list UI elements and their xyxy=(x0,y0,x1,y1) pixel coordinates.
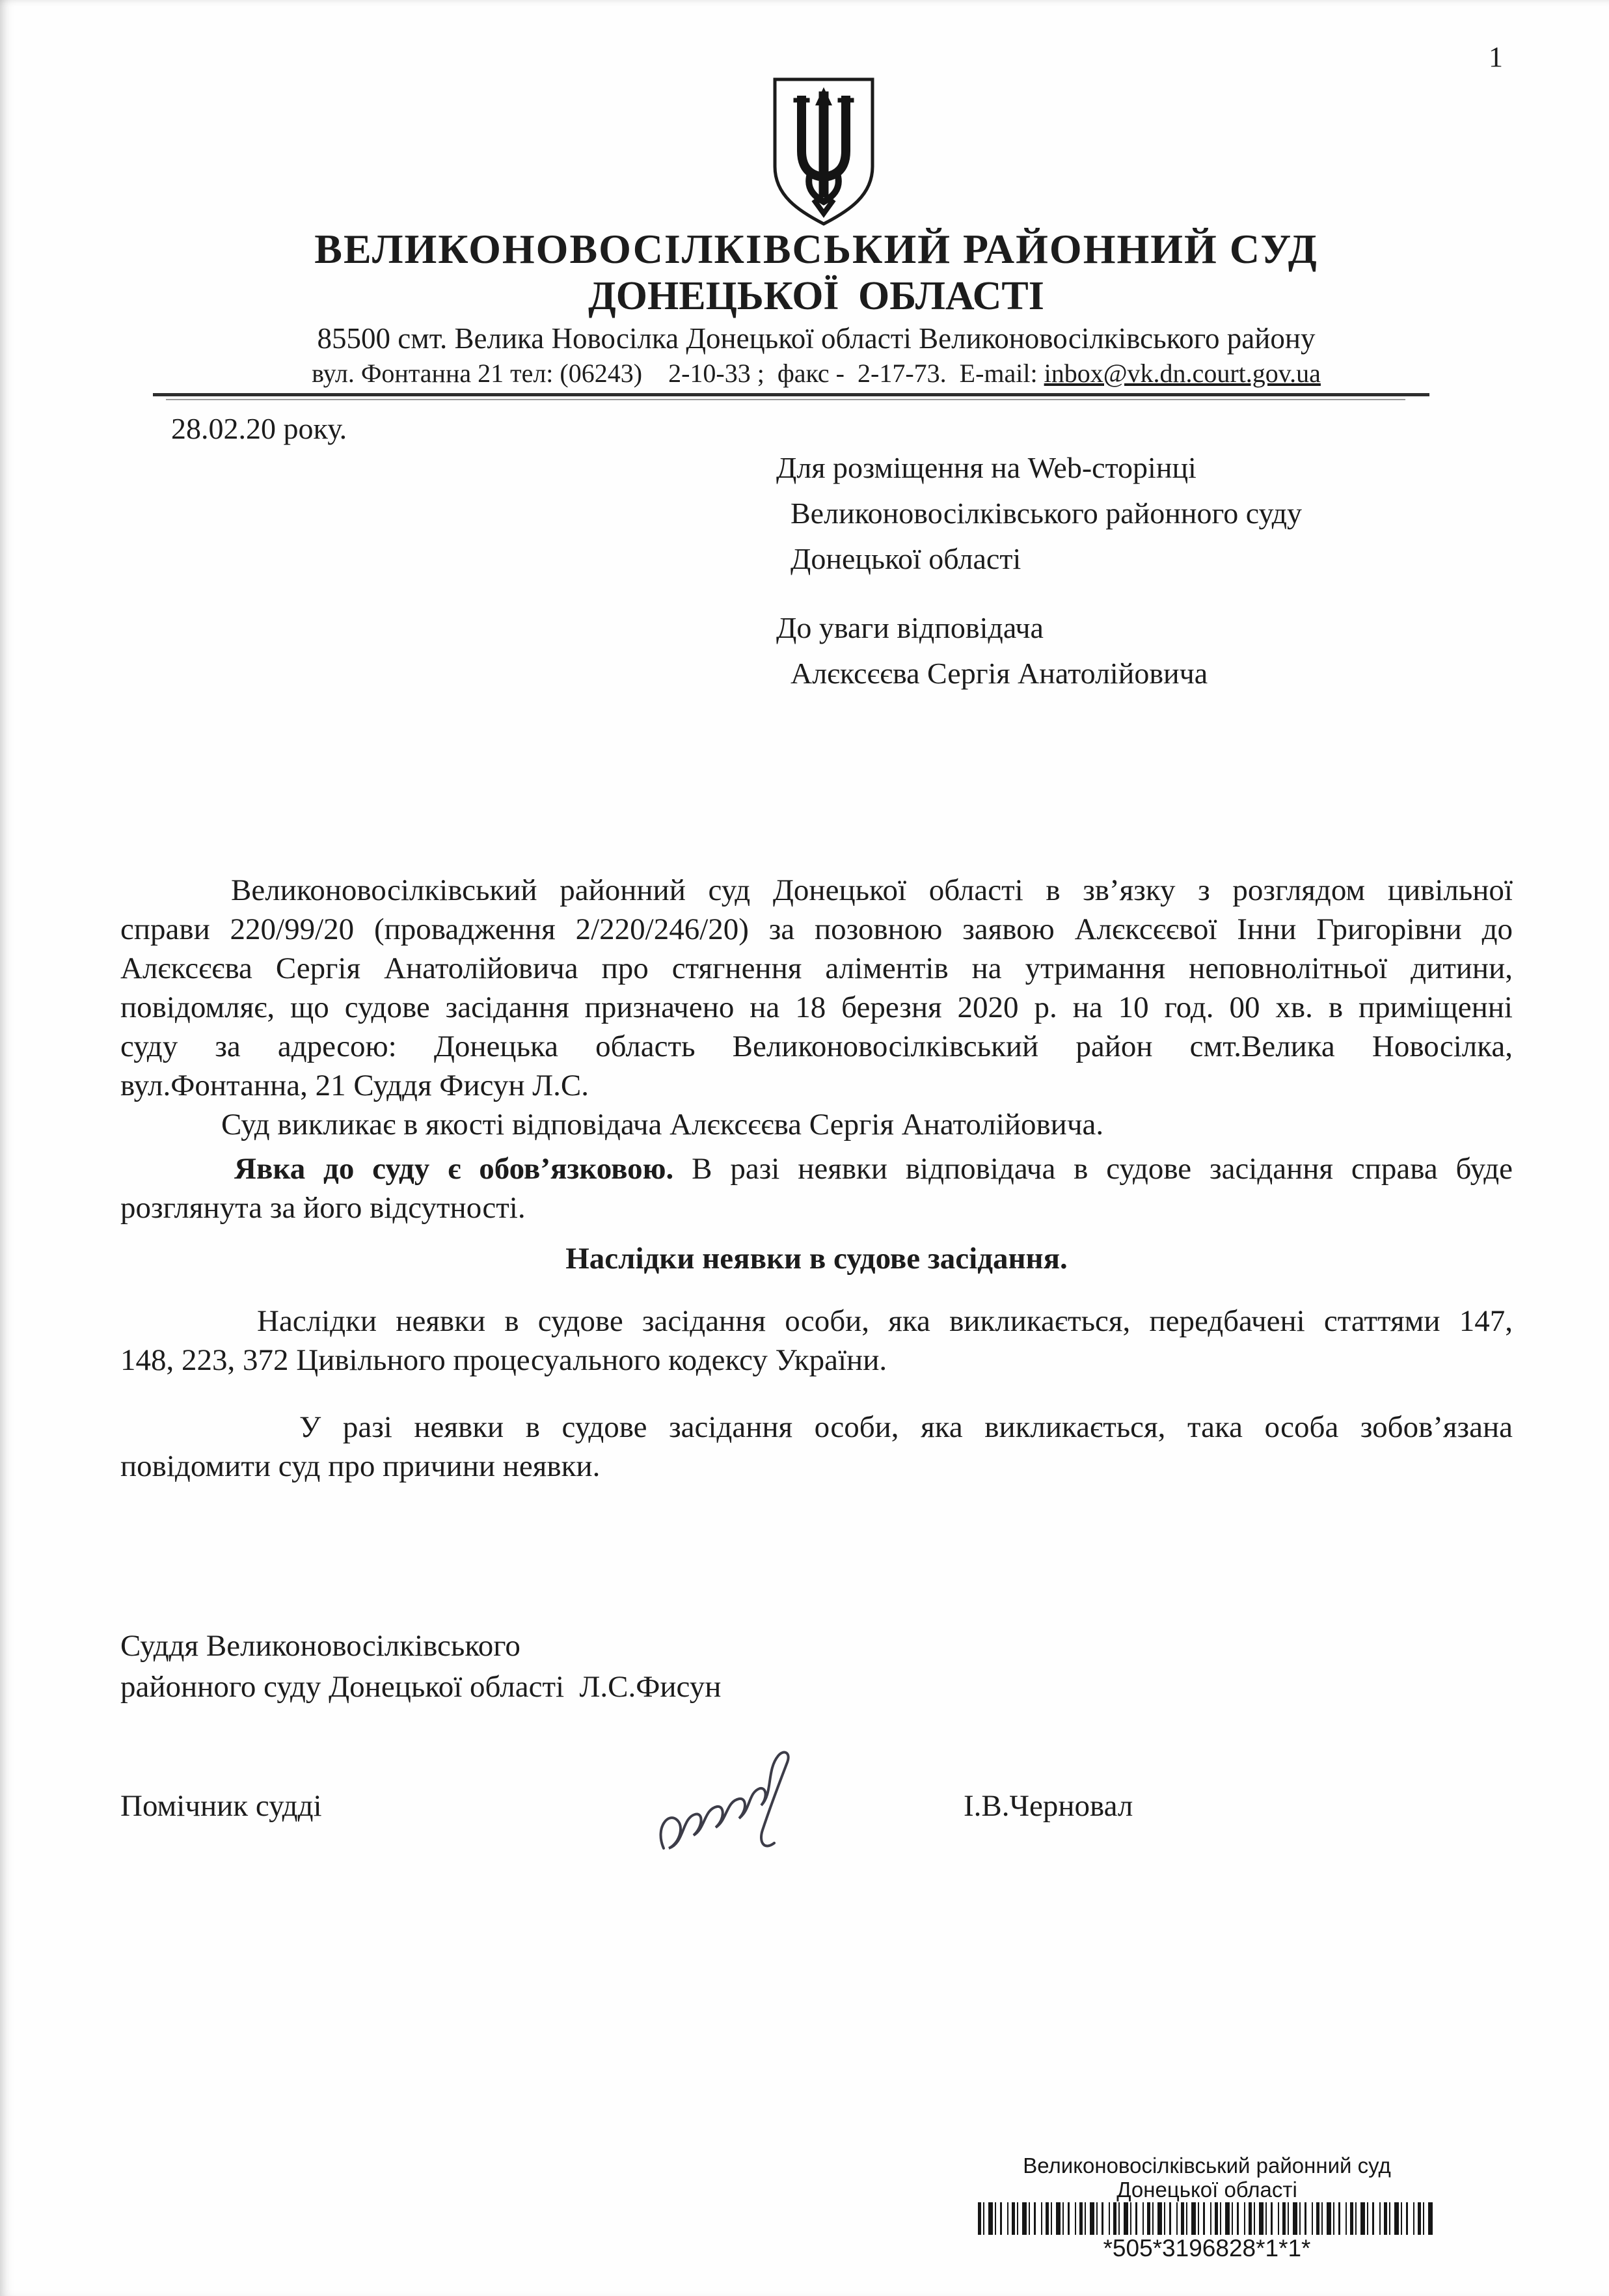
body-line: Наслідки неявки в судове засідання особи, яка викликається, передбачені статтями 147, xyxy=(257,1304,1513,1338)
body-line: розглянута за його відсутності. xyxy=(120,1191,526,1225)
court-email: inbox@vk.dn.court.gov.ua xyxy=(1044,359,1321,388)
attention-name: Алєксєєва Сергія Анатолійовича xyxy=(791,657,1208,690)
barcode-code-text: *505*3196828*1*1* xyxy=(1103,2235,1311,2262)
recipient-line: Для розміщення на Web-сторінці xyxy=(776,451,1197,484)
body-line: Алєксєєва Сергія Анатолійовича про стягнення аліментів на утримання неповнолітньої дитини, xyxy=(120,951,1513,985)
ukraine-trident-emblem-icon xyxy=(770,74,878,229)
summons-line: Суд викликає в якості відповідача Алєксєєва Сергія Анатолійовича. xyxy=(221,1108,1104,1141)
body-line: вул.Фонтанна, 21 Суддя Фисун Л.С. xyxy=(120,1069,589,1102)
body-line: суду за адресою: Донецька область Великоновосілківський район смт.Велика Новосілка, xyxy=(120,1030,1513,1063)
court-contact-line xyxy=(109,358,1524,389)
assistant-label: Помічник судді xyxy=(120,1789,322,1823)
recipient-line: Донецької області xyxy=(791,542,1021,575)
consequences-heading: Наслідки неявки в судове засідання. xyxy=(565,1242,1068,1276)
body-line: справи 220/99/20 (провадження 2/220/246/20) за позовною заявою Алєксєєвої Інни Григорівни до xyxy=(120,912,1513,946)
court-name-line2: ДОНЕЦЬКОЇ ОБЛАСТІ xyxy=(588,274,1044,318)
court-name-line1: ВЕЛИКОНОВОСІЛКІВСЬКИЙ РАЙОННИЙ СУД xyxy=(314,226,1318,272)
document-date: 28.02.20 року. xyxy=(171,412,347,445)
barcode-org-line2: Донецької області xyxy=(1116,2178,1297,2202)
letter-body xyxy=(120,871,1513,1486)
recipient-block xyxy=(776,445,1498,696)
attention-line: До уваги відповідача xyxy=(776,611,1044,644)
body-line: У разі неявки в судове засідання особи, яка викликається, така особа зобов’язана xyxy=(299,1410,1513,1444)
mandatory-appearance-bold: Явка до суду є обов’язковою. xyxy=(234,1152,674,1186)
body-line: повідомити суд про причини неявки. xyxy=(120,1449,601,1483)
judge-signature-line1: Суддя Великоновосілківського xyxy=(120,1629,521,1663)
court-address-line: 85500 смт. Велика Новосілка Донецької області Великоновосілківського району xyxy=(317,322,1316,355)
judge-signature-line2: районного суду Донецької області Л.С.Фисун xyxy=(120,1670,722,1704)
page-number: 1 xyxy=(1489,41,1503,73)
barcode xyxy=(978,2202,1435,2235)
body-line: повідомляє, що судове засідання призначено на 18 березня 2020 р. на 10 год. 00 хв. в приміщенні xyxy=(120,991,1513,1024)
body-line: Великоновосілківський районний суд Донецької області в зв’язку з розглядом цивільної xyxy=(231,873,1513,907)
header-divider-echo xyxy=(166,399,1405,400)
header-divider-line xyxy=(153,393,1429,396)
recipient-line: Великоновосілківського районного суду xyxy=(791,497,1303,530)
body-line: 148, 223, 372 Цивільного процесуального кодексу України. xyxy=(120,1343,887,1377)
assistant-name: І.В.Черновал xyxy=(964,1789,1133,1823)
handwritten-signature xyxy=(651,1739,813,1869)
mandatory-appearance-line: Явка до суду є обов’язковою. В разі неявки відповідача в судове засідання справа буде xyxy=(234,1152,1513,1186)
barcode-org-line1: Великоновосілківський районний суд xyxy=(1023,2153,1391,2178)
contact-prefix: вул. Фонтанна 21 тел: (06243) 2-10-33 ; факс - 2-17-73. E-mail: xyxy=(312,359,1044,388)
